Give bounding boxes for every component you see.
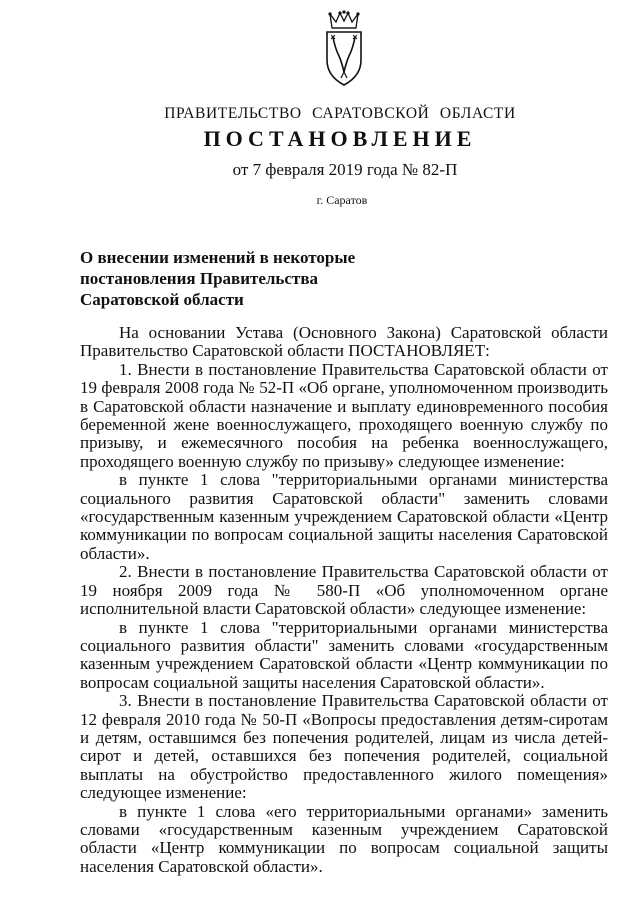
- document-subject: О внесении изменений в некоторые постановления Правительства Саратовской области: [80, 248, 356, 309]
- date-and-number: от 7 февраля 2019 года № 82-П: [232, 160, 458, 179]
- paragraph-preamble: На основании Устава (Основного Закона) Саратовской области Правительство Саратовской области ПОСТАНОВЛЯЕТ:: [80, 323, 608, 361]
- paragraph-item-3: 3. Внести в постановление Правительства Саратовской области от 12 февраля 2010 года № 50-П «Вопросы предоставления детям-сиротам и детям, оставшимся без попечения родителей, лицам из числа детей-сирот и детей, оставшихся без попечения родителей, социальной выплаты на обустройство предоставленного жилого помещения» следующее изменение:: [80, 691, 608, 803]
- city-name: г. Саратов: [316, 193, 368, 207]
- paragraph-item-1: 1. Внести в постановление Правительства Саратовской области от 19 февраля 2008 года № 52-П «Об органе, уполномоченном производить в Саратовской области назначение и выплату единовременного пособия беременной жене военнослужащего, проходящего военную службу по призыву, и ежемесячного пособия на ребенка военнослужащего, проходящего военную службу по призыву» следующее изменение:: [80, 359, 608, 471]
- government-name: ПРАВИТЕЛЬСТВО САРАТОВСКОЙ ОБЛАСТИ: [164, 105, 516, 122]
- paragraph-item-1-change: в пункте 1 слова "территориальными органами министерства социального развития Саратовской области" заменить словами «государственным казенным учреждением Саратовской области «Центр коммуникации по вопросам социальной защиты населения Саратовской области».: [80, 470, 608, 563]
- paragraph-item-2-change: в пункте 1 слова "территориальными органами министерства социального развития области" заменить словами «государственным казенным учреждением Саратовской области «Центр коммуникации по вопросам социальной защиты населения Саратовской области».: [80, 617, 608, 692]
- paragraph-item-3-change: в пункте 1 слова «его территориальными органами» заменить словами «государственным казенным учреждением Саратовской области «Центр коммуникации по вопросам социальной защиты населения Саратовской области».: [80, 801, 608, 876]
- paragraph-item-2: 2. Внести в постановление Правительства Саратовской области от 19 ноября 2009 года № 580-П «Об уполномоченном органе исполнительной власти Саратовской области» следующее изменение:: [80, 562, 608, 619]
- document-type-title: ПОСТАНОВЛЕНИЕ: [203, 126, 477, 151]
- document-body: [80, 324, 608, 876]
- coat-of-arms-icon: [322, 10, 366, 88]
